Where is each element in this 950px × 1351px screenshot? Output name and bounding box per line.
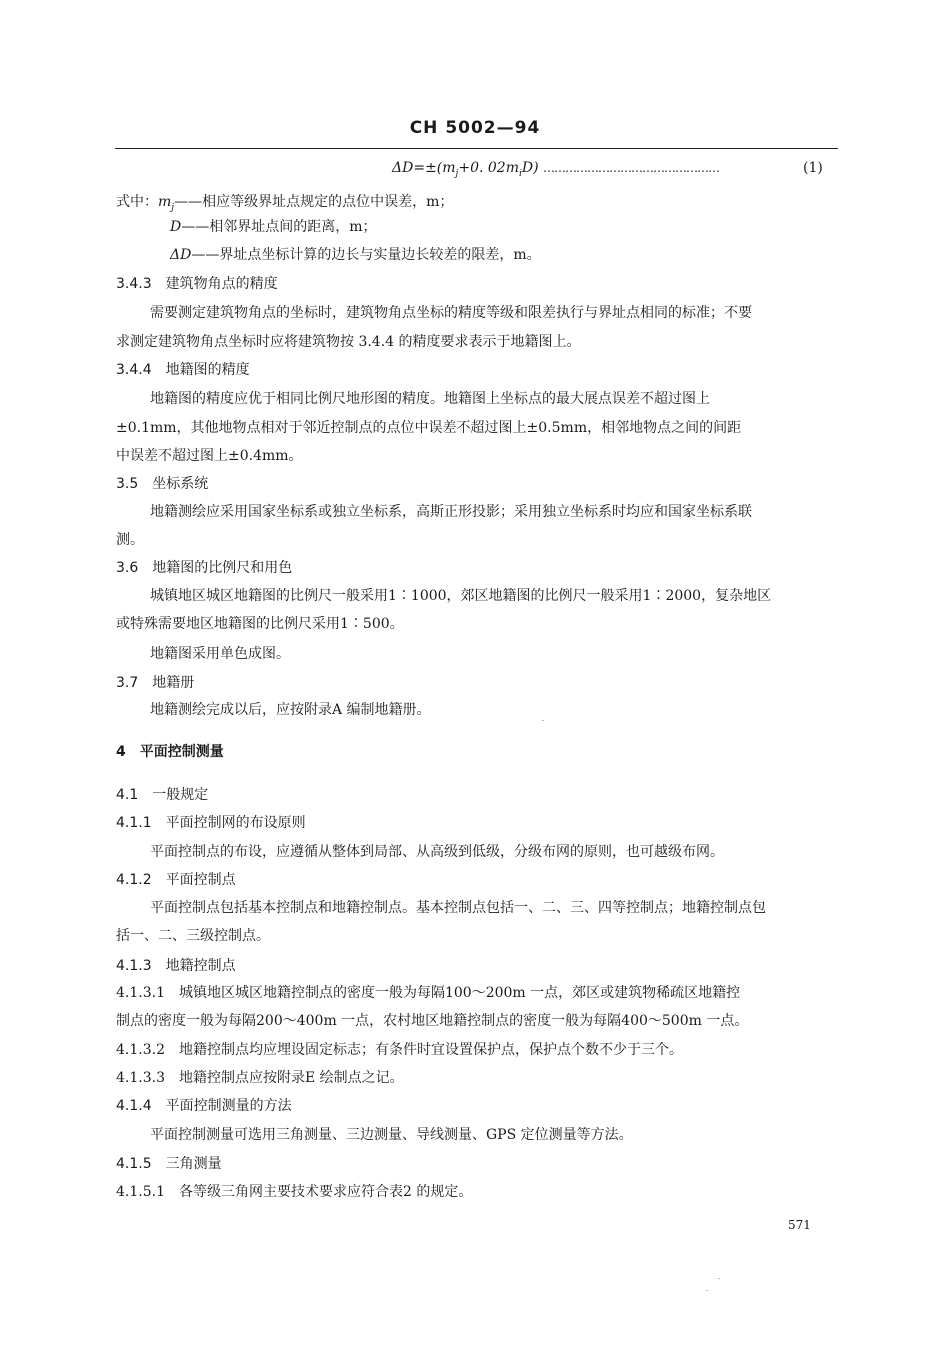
formula-sub-i: i (518, 168, 522, 179)
scan-speck (718, 1278, 720, 1279)
formula-leader-dots: ………………………………………… (543, 161, 720, 175)
section-4-1-2-heading: 4.1.2 平面控制点 (116, 872, 236, 888)
section-4-1-5-heading: 4.1.5 三角测量 (116, 1156, 222, 1172)
section-4-1-3-1-line1: 4.1.3.1 城镇地区城区地籍控制点的密度一般为每隔100～200m 一点，郊区或建筑物稀疏区地籍控 (116, 985, 741, 1001)
section-4-1-3-3-line: 4.1.3.3 地籍控制点应按附录E 绘制点之记。 (116, 1070, 404, 1086)
chapter-4-heading: 4 平面控制测量 (116, 744, 224, 760)
scan-speck (542, 720, 544, 721)
section-3-6-para-line2: 或特殊需要地区地籍图的比例尺采用1∶500。 (116, 616, 404, 632)
where-text-delta-d: ——界址点坐标计算的边长与实量边长较差的限差，m。 (191, 247, 541, 263)
section-3-4-4-para-line2: ±0.1mm，其他地物点相对于邻近控制点的点位中误差不超过图上±0.5mm，相邻地物点之间的间距 (116, 420, 742, 436)
where-line-d (170, 217, 377, 237)
scan-speck (706, 1290, 708, 1291)
section-3-6-heading: 3.6 地籍图的比例尺和用色 (116, 560, 293, 576)
section-4-1-heading: 4.1 一般规定 (116, 787, 209, 803)
where-prefix: 式中： (116, 194, 158, 210)
where-var-m-sub: j (171, 202, 175, 213)
where-line-delta-d (170, 245, 541, 265)
section-3-5-heading: 3.5 坐标系统 (116, 476, 209, 492)
section-4-1-5-1-line: 4.1.5.1 各等级三角网主要技术要求应符合表2 的规定。 (116, 1184, 473, 1200)
section-4-1-3-2-line: 4.1.3.2 地籍控制点均应埋设固定标志；有条件时宜设置保护点，保护点个数不少于三个。 (116, 1042, 683, 1058)
formula-left: ΔD=±(m (392, 160, 456, 176)
formula-expression (392, 158, 719, 184)
section-3-4-3-heading: 3.4.3 建筑物角点的精度 (116, 276, 278, 292)
section-3-6-para-line1: 城镇地区城区地籍图的比例尺一般采用1∶1000，郊区地籍图的比例尺一般采用1∶2000，复杂地区 (150, 588, 772, 604)
formula-number: (1) (803, 160, 823, 176)
formula-right: D) (521, 160, 539, 176)
section-4-1-1-heading: 4.1.1 平面控制网的布设原则 (116, 815, 306, 831)
where-var-m: m (158, 194, 172, 210)
where-text-mj: ——相应等级界址点规定的点位中误差，m； (174, 194, 454, 210)
where-line-mj (116, 192, 453, 218)
section-4-1-3-heading: 4.1.3 地籍控制点 (116, 958, 236, 974)
section-4-1-2-para-line1: 平面控制点包括基本控制点和地籍控制点。基本控制点包括一、二、三、四等控制点；地籍控制点包 (150, 900, 766, 916)
where-var-delta-d: ΔD (170, 247, 192, 263)
section-3-4-3-para-line2: 求测定建筑物角点坐标时应将建筑物按 3.4.4 的精度要求表示于地籍图上。 (116, 334, 581, 350)
section-3-4-4-para-line1: 地籍图的精度应优于相同比例尺地形图的精度。地籍图上坐标点的最大展点误差不超过图上 (150, 391, 710, 407)
section-3-4-3-para-line1: 需要测定建筑物角点的坐标时，建筑物角点坐标的精度等级和限差执行与界址点相同的标准；不要 (150, 305, 752, 321)
section-3-6-para-line3: 地籍图采用单色成图。 (150, 646, 290, 662)
where-text-d: ——相邻界址点间的距离，m； (181, 219, 377, 235)
section-4-1-3-1-line2: 制点的密度一般为每隔200～400m 一点，农村地区地籍控制点的密度一般为每隔400～500m 一点。 (116, 1013, 749, 1029)
section-4-1-2-para-line2: 括一、二、三级控制点。 (116, 928, 270, 944)
section-4-1-4-para-line1: 平面控制测量可选用三角测量、三边测量、导线测量、GPS 定位测量等方法。 (150, 1127, 633, 1143)
section-4-1-1-para-line1: 平面控制点的布设，应遵循从整体到局部、从高级到低级，分级布网的原则，也可越级布网。 (150, 844, 724, 860)
section-3-7-para-line1: 地籍测绘完成以后，应按附录A 编制地籍册。 (150, 702, 431, 718)
section-4-1-4-heading: 4.1.4 平面控制测量的方法 (116, 1098, 292, 1114)
section-3-7-heading: 3.7 地籍册 (116, 675, 195, 691)
page-number: 571 (788, 1218, 811, 1232)
formula-sub-j: j (455, 168, 459, 179)
section-3-5-para-line2: 测。 (116, 532, 144, 548)
where-var-d: D (170, 219, 182, 235)
section-3-5-para-line1: 地籍测绘应采用国家坐标系或独立坐标系，高斯正形投影；采用独立坐标系时均应和国家坐标系联 (150, 504, 752, 520)
header-rule (115, 148, 838, 149)
section-3-4-4-heading: 3.4.4 地籍图的精度 (116, 362, 250, 378)
formula-mid: +0. 02m (458, 160, 519, 176)
document-header-code: CH 5002—94 (409, 118, 541, 138)
section-3-4-4-para-line3: 中误差不超过图上±0.4mm。 (116, 448, 303, 464)
